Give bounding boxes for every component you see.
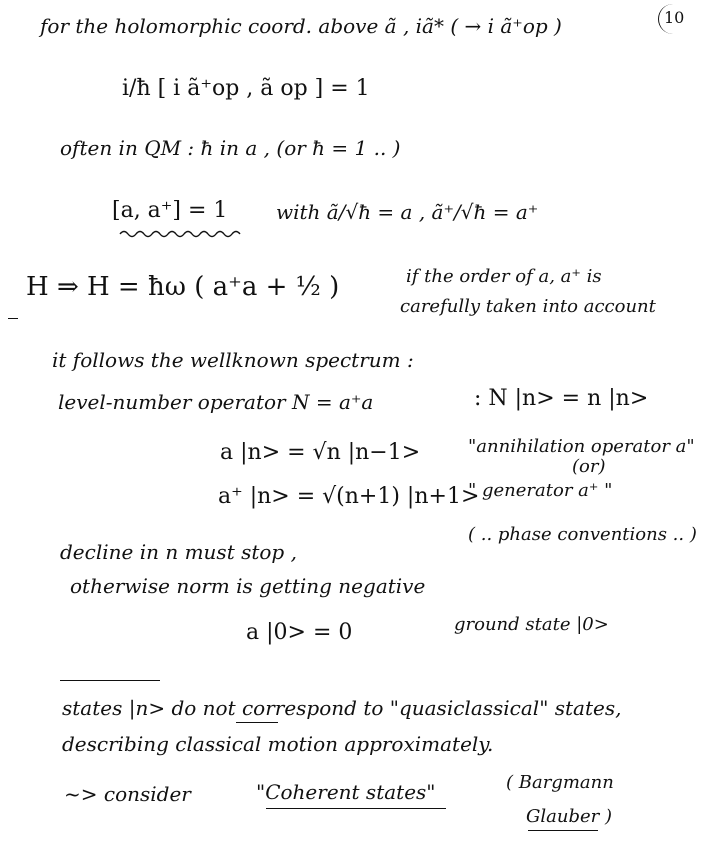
annihilation-label: "annihilation operator a" xyxy=(468,436,695,457)
line-classical-motion: describing classical motion approximately. xyxy=(62,732,494,756)
generator-label: " generator a⁺ " xyxy=(468,480,613,501)
separator-line xyxy=(60,680,160,681)
wavy-underline xyxy=(118,228,246,240)
creation-action: a⁺ |n> = √(n+1) |n+1> xyxy=(218,484,480,509)
line-decline: decline in n must stop , xyxy=(60,540,297,564)
line-states-not-correspond: states |n> do not correspond to "quasiclassical" states, xyxy=(62,696,622,720)
annihilation-action: a |n> = √n |n−1> xyxy=(220,440,421,465)
phase-conventions: ( .. phase conventions .. ) xyxy=(468,524,697,545)
commutator-a-adag: [a, a⁺] = 1 xyxy=(112,198,228,223)
level-number-operator: level-number operator N = a⁺a xyxy=(58,390,374,414)
not-underline xyxy=(236,722,278,723)
glauber: Glauber ) xyxy=(526,806,612,827)
line-norm-negative: otherwise norm is getting negative xyxy=(70,574,426,598)
coherent-states: "Coherent states" xyxy=(256,780,436,804)
eigen-equation: : N |n> = n |n> xyxy=(474,386,649,411)
margin-mark xyxy=(8,318,18,319)
commutator-tilde: i/ħ [ i ã⁺op , ã op ] = 1 xyxy=(122,76,370,101)
hamiltonian: H ⇒ H = ħω ( a⁺a + ½ ) xyxy=(26,272,340,302)
line-consider: ~> consider xyxy=(64,782,191,806)
line-holomorphic-coord: for the holomorphic coord. above ã , iã* ( → i ã⁺op ) xyxy=(40,14,562,38)
page-number: 10 xyxy=(664,8,685,27)
line-with-scaling: with ã/√ħ = a , ã⁺/√ħ = a⁺ xyxy=(276,200,539,224)
order-note-2: carefully taken into account xyxy=(400,296,656,317)
coherent-states-underline xyxy=(266,808,446,809)
bargmann: ( Bargmann xyxy=(506,772,614,793)
or-label: (or) xyxy=(572,456,606,477)
ground-state-equation: a |0> = 0 xyxy=(246,620,353,645)
line-spectrum: it follows the wellknown spectrum : xyxy=(52,348,414,372)
line-often-in-qm: often in QM : ħ in a , (or ħ = 1 .. ) xyxy=(60,136,401,160)
glauber-underline xyxy=(528,830,598,831)
ground-state-label: ground state |0> xyxy=(454,614,609,635)
order-note-1: if the order of a, a⁺ is xyxy=(406,266,602,287)
